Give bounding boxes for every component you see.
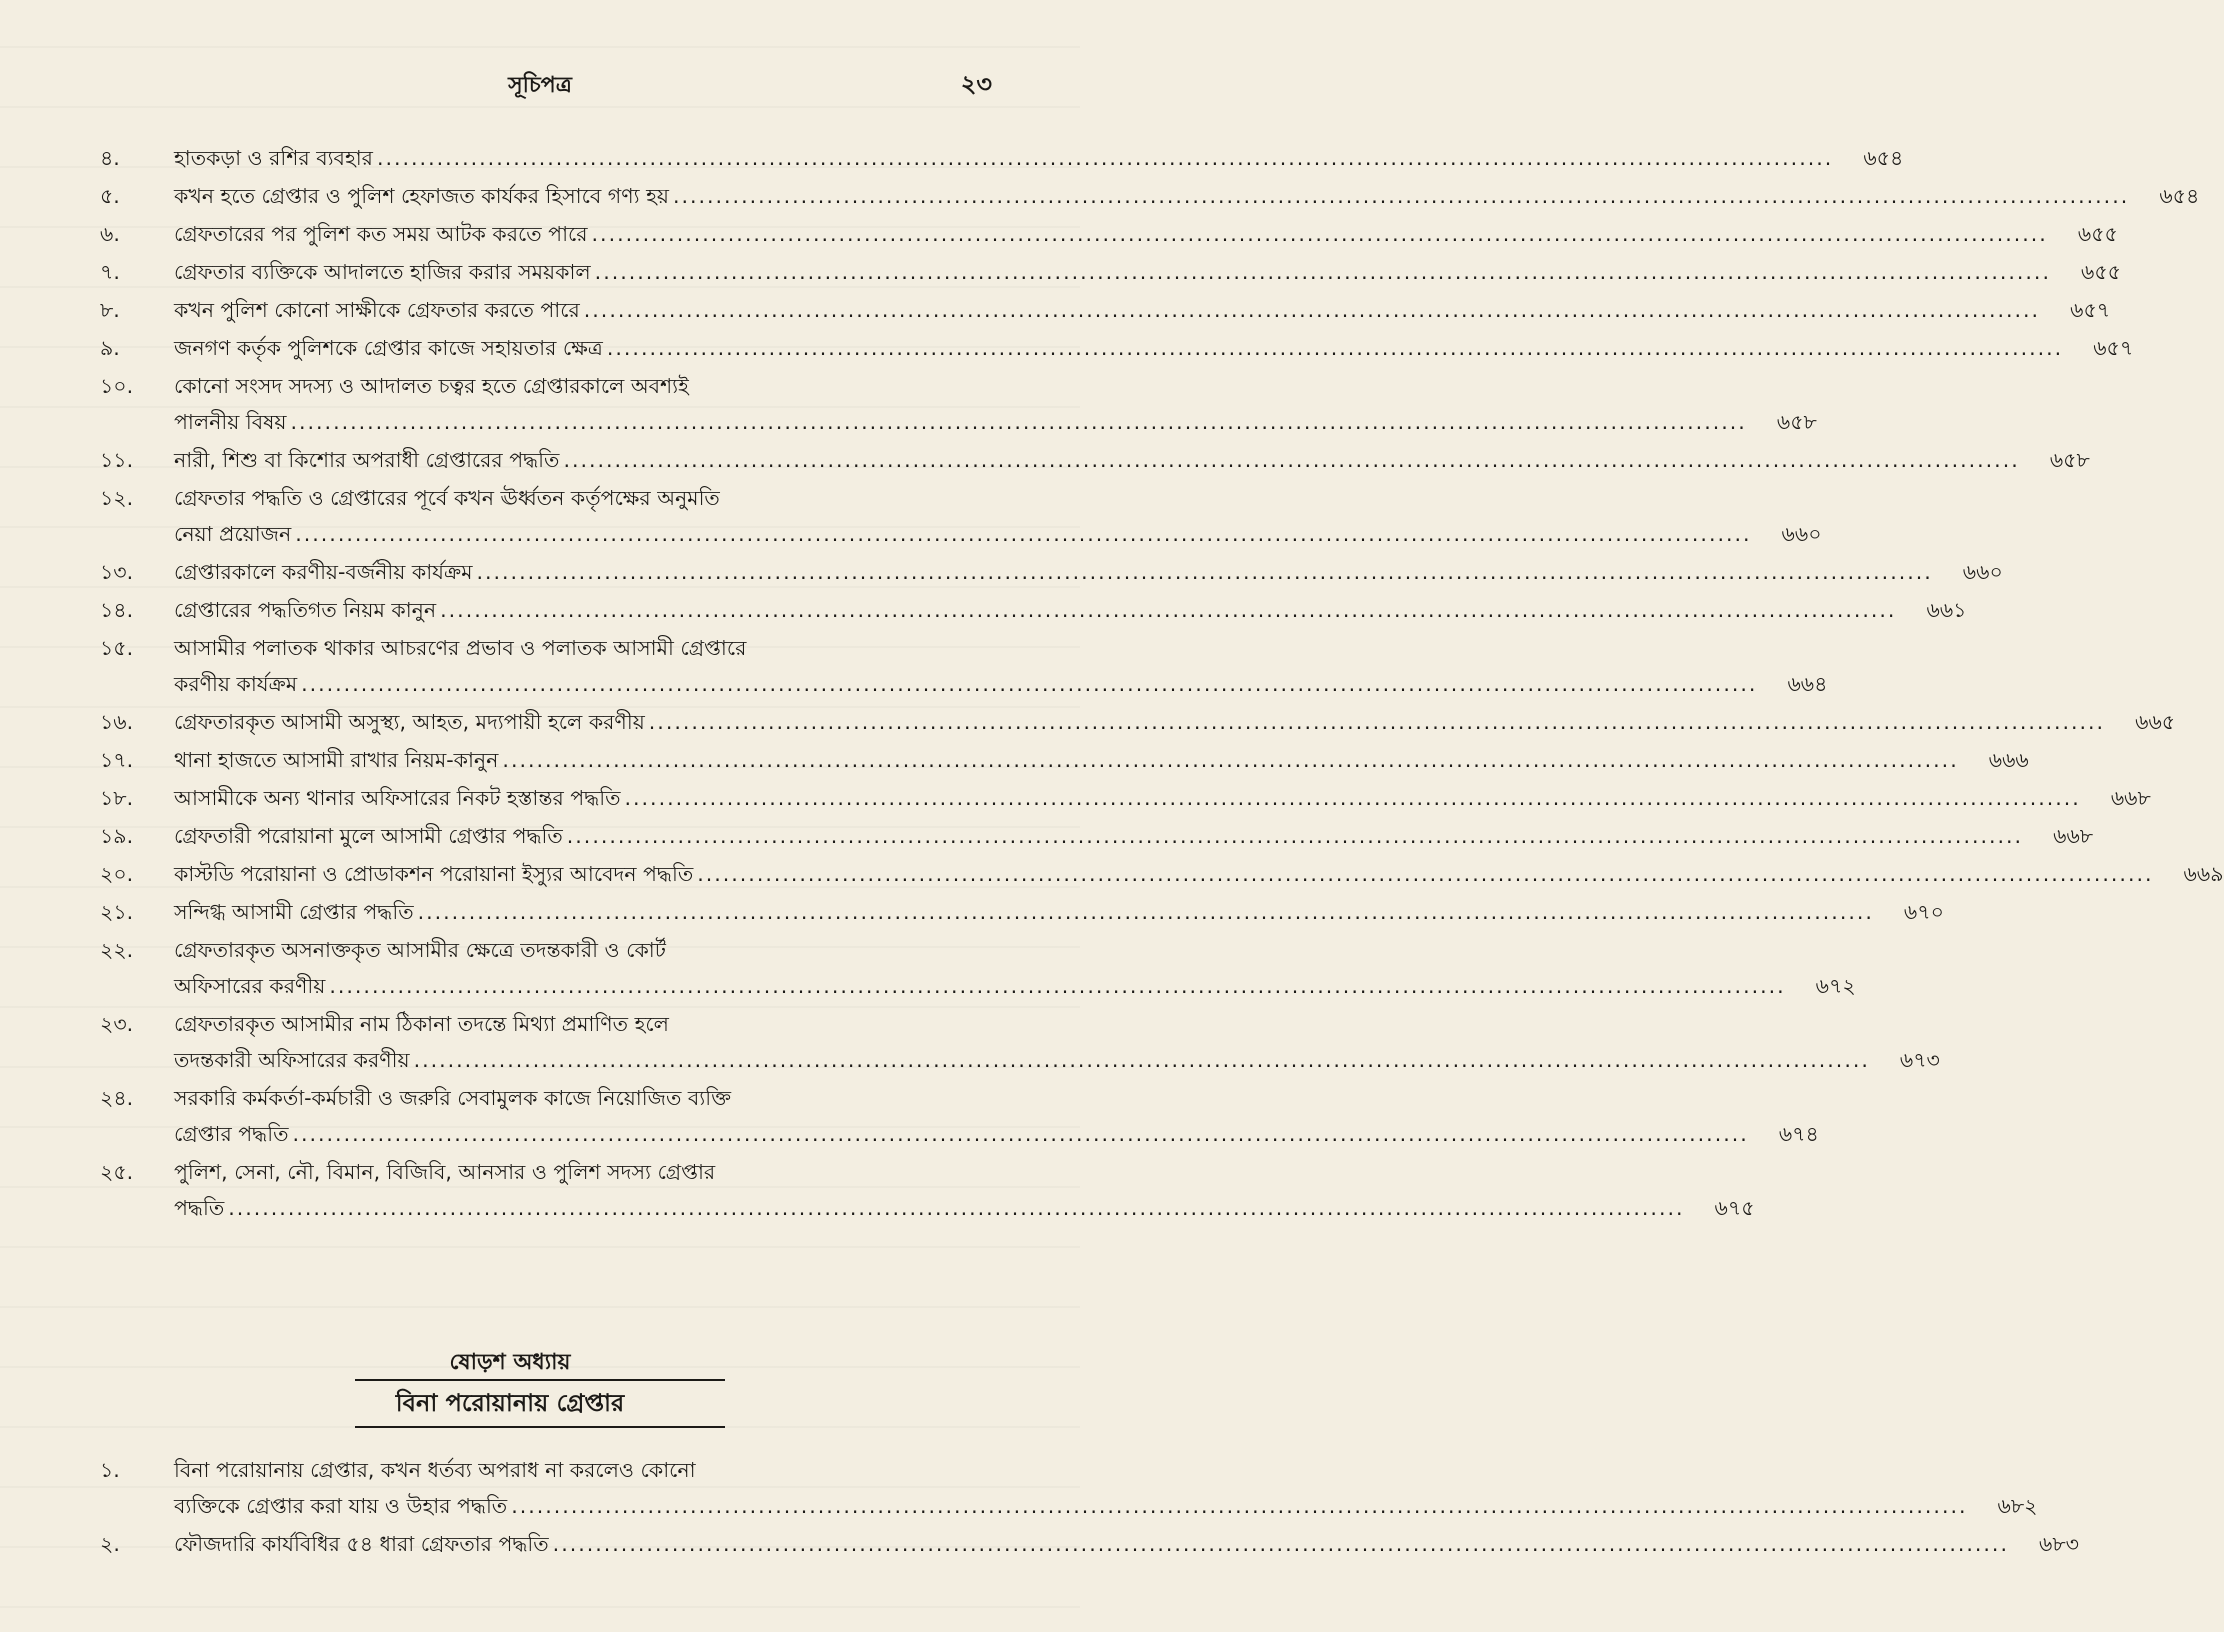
- entry-title-text: কখন পুলিশ কোনো সাক্ষীকে গ্রেফতার করতে পারে: [174, 298, 580, 322]
- entry-number: ১০.: [100, 374, 134, 398]
- entry-title-text: গ্রেফতারী পরোয়ানা মুলে আসামী গ্রেপ্তার পদ্ধতি: [174, 824, 563, 848]
- chapter-title-underline: [355, 1426, 725, 1428]
- entry-page-number: ৬৫৭: [2093, 336, 2134, 360]
- toc-entry: [100, 932, 1856, 1004]
- entry-number: ৫.: [100, 184, 120, 208]
- entry-title-text: কাস্টডি পরোয়ানা ও প্রোডাকশন পরোয়ানা ইস্যুর আবেদন পদ্ধতি: [174, 862, 694, 886]
- page-number: ২৩: [960, 70, 992, 98]
- chapter-divider: [355, 1379, 725, 1381]
- entry-title: [174, 856, 2154, 892]
- entry-title-line: [174, 1190, 1685, 1226]
- dot-leader: [414, 1042, 1870, 1078]
- entry-title: [174, 140, 1833, 176]
- entry-title: [174, 894, 1874, 930]
- entry-title-text: সন্দিগ্ধ আসামী গ্রেপ্তার পদ্ধতি: [174, 900, 414, 924]
- dot-leader: [228, 1190, 1684, 1226]
- entry-page-number: ৬৬৮: [2053, 824, 2094, 848]
- dot-leader: [377, 140, 1833, 176]
- entry-title: [174, 480, 1752, 552]
- toc-entry: [100, 818, 2094, 854]
- toc-entry: [100, 480, 1822, 552]
- entry-number: ১৮.: [100, 786, 134, 810]
- entry-number: ৭.: [100, 260, 120, 284]
- entry-title: [174, 292, 2040, 328]
- entry-page-number: ৬৫৮: [1776, 410, 1817, 434]
- entry-number: ২৩.: [100, 1012, 134, 1036]
- entry-title-text: নেয়া প্রয়োজন: [174, 522, 292, 546]
- toc-entry: [100, 368, 1817, 440]
- dot-leader: [595, 254, 2051, 290]
- entry-page-number: ৬৭৪: [1778, 1122, 1819, 1146]
- toc-entry: [100, 442, 2090, 478]
- entry-title-line: [174, 516, 1752, 552]
- entry-title-line: [174, 554, 1933, 590]
- entry-title: [174, 932, 1786, 1004]
- toc-entry: [100, 1006, 1940, 1078]
- entry-title-text: আসামীর পলাতক থাকার আচরণের প্রভাব ও পলাতক আসামী গ্রেপ্তারে: [174, 636, 747, 660]
- entry-title-text: গ্রেফতারকৃত অসনাক্তকৃত আসামীর ক্ষেত্রে তদন্তকারী ও কোর্ট: [174, 938, 666, 962]
- entry-page-number: ৬৬৫: [2135, 710, 2176, 734]
- entry-title-text: আসামীকে অন্য থানার অফিসারের নিকট হস্তান্তর পদ্ধতি: [174, 786, 621, 810]
- entry-number: ২০.: [100, 862, 134, 886]
- entry-title-line: [174, 254, 2051, 290]
- entry-title-line: [174, 178, 2129, 214]
- entry-title-text: গ্রেফতারের পর পুলিশ কত সময় আটক করতে পারে: [174, 222, 588, 246]
- entry-title-text: গ্রেপ্তারের পদ্ধতিগত নিয়ম কানুন: [174, 598, 437, 622]
- dot-leader: [563, 442, 2019, 478]
- toc-entry: [100, 1452, 2038, 1524]
- entry-title: [174, 1526, 2009, 1562]
- dot-leader: [329, 968, 1785, 1004]
- chapter-title: বিনা পরোয়ানায় গ্রেপ্তার: [395, 1389, 625, 1417]
- entry-number: ১৭.: [100, 748, 134, 772]
- entry-number: ১.: [100, 1458, 120, 1482]
- dot-leader: [502, 742, 1958, 778]
- entry-title-line: [174, 1452, 1968, 1488]
- entry-title-text: জনগণ কর্তৃক পুলিশকে গ্রেপ্তার কাজে সহায়তার ক্ষেত্র: [174, 336, 603, 360]
- entry-number: ১১.: [100, 448, 134, 472]
- entry-title-line: [174, 1526, 2009, 1562]
- entry-page-number: ৬৫৫: [2077, 222, 2118, 246]
- entry-title: [174, 216, 2048, 252]
- entry-page-number: ৬৬৪: [1787, 672, 1828, 696]
- entry-title: [174, 1154, 1685, 1226]
- entry-title-text: থানা হাজতে আসামী রাখার নিয়ম-কানুন: [174, 748, 499, 772]
- entry-page-number: ৬৬০: [1962, 560, 2003, 584]
- entry-title: [174, 1452, 1968, 1524]
- entry-title-text: গ্রেপ্তারকালে করণীয়-বর্জনীয় কার্যক্রম: [174, 560, 473, 584]
- entry-title-line: [174, 140, 1833, 176]
- entry-title-text: বিনা পরোয়ানায় গ্রেপ্তার, কখন ধর্তব্য অপরাধ না করলেও কোনো: [174, 1458, 696, 1482]
- entry-title-line: [174, 968, 1786, 1004]
- entry-title: [174, 704, 2105, 740]
- entry-page-number: ৬৭৩: [1899, 1048, 1940, 1072]
- entry-page-number: ৬৫৭: [2070, 298, 2111, 322]
- entry-number: ১৯.: [100, 824, 134, 848]
- entry-page-number: ৬৮৩: [2039, 1532, 2079, 1556]
- entry-title-text: গ্রেফতারকৃত আসামীর নাম ঠিকানা তদন্তে মিথ্যা প্রমাণিত হলে: [174, 1012, 669, 1036]
- entry-number: ২.: [100, 1532, 120, 1556]
- toc-entry: [100, 330, 2134, 366]
- entry-title: [174, 1006, 1870, 1078]
- entry-number: ৯.: [100, 336, 120, 360]
- entry-number: ৮.: [100, 298, 120, 322]
- entry-title: [174, 592, 1896, 628]
- entry-title-text: নারী, শিশু বা কিশোর অপরাধী গ্রেপ্তারের পদ্ধতি: [174, 448, 560, 472]
- toc-entry: [100, 1526, 2079, 1562]
- toc-entry: [100, 742, 2029, 778]
- toc-entry: [100, 704, 2176, 740]
- toc-entry: [100, 856, 2224, 892]
- entry-title-text: করণীয় কার্যক্রম: [174, 672, 298, 696]
- entry-number: ২৫.: [100, 1160, 134, 1184]
- dot-leader: [584, 292, 2040, 328]
- entry-title: [174, 630, 1757, 702]
- entry-page-number: ৬৭৫: [1714, 1196, 1755, 1220]
- entry-title-line: [174, 932, 1786, 968]
- entry-page-number: ৬৬১: [1926, 598, 1967, 622]
- toc-entry: [100, 254, 2121, 290]
- toc-entry: [100, 292, 2111, 328]
- entry-title: [174, 780, 2081, 816]
- entry-title-text: কোনো সংসদ সদস্য ও আদালত চত্বর হতে গ্রেপ্তারকালে অবশ্যই: [174, 374, 689, 398]
- entry-page-number: ৬৬৮: [2110, 786, 2151, 810]
- dot-leader: [649, 704, 2105, 740]
- entry-title-line: [174, 368, 1747, 404]
- entry-title-text: তদন্তকারী অফিসারের করণীয়: [174, 1048, 410, 1072]
- entry-title-text: অফিসারের করণীয়: [174, 974, 326, 998]
- entry-page-number: ৬৫৫: [2081, 260, 2121, 284]
- entry-title-line: [174, 330, 2063, 366]
- entry-number: ১৫.: [100, 636, 134, 660]
- chapter-number: ষোড়শ অধ্যায়: [449, 1350, 571, 1375]
- entry-page-number: ৬৮২: [1997, 1494, 2038, 1518]
- entry-title-line: [174, 818, 2023, 854]
- toc-entry: [100, 1154, 1755, 1226]
- entry-page-number: ৬৬০: [1781, 522, 1822, 546]
- entry-title: [174, 742, 1959, 778]
- entry-number: ২৪.: [100, 1086, 134, 1110]
- entry-title-line: [174, 1116, 1749, 1152]
- toc-entry: [100, 140, 1904, 176]
- entry-title-text: গ্রেফতার পদ্ধতি ও গ্রেপ্তারের পূর্বে কখন ঊর্ধ্বতন কর্তৃপক্ষের অনুমতি: [174, 486, 720, 510]
- entry-page-number: ৬৬৯: [2183, 862, 2224, 886]
- dot-leader: [697, 856, 2153, 892]
- dot-leader: [295, 516, 1751, 552]
- toc-entry: [100, 1080, 1819, 1152]
- entry-page-number: ৬৫৪: [1863, 146, 1904, 170]
- entry-title-text: পদ্ধতি: [174, 1196, 225, 1220]
- dot-leader: [418, 894, 1874, 930]
- dot-leader: [607, 330, 2063, 366]
- dot-leader: [592, 216, 2048, 252]
- entry-page-number: ৬৬৬: [1988, 748, 2029, 772]
- entry-page-number: ৬৭০: [1903, 900, 1944, 924]
- entry-number: ১২.: [100, 486, 134, 510]
- dot-leader: [511, 1488, 1967, 1524]
- entry-number: ৬.: [100, 222, 120, 246]
- entry-title-text: গ্রেফতারকৃত আসামী অসুস্থ্য, আহত, মদ্যপায়ী হলে করণীয়: [174, 710, 645, 734]
- entry-title-line: [174, 856, 2154, 892]
- toc-entry: [100, 216, 2118, 252]
- entry-title-line: [174, 894, 1874, 930]
- entry-title: [174, 330, 2063, 366]
- entry-number: ১৪.: [100, 598, 134, 622]
- entry-title-line: [174, 666, 1757, 702]
- entry-title-line: [174, 780, 2081, 816]
- entry-title-text: কখন হতে গ্রেপ্তার ও পুলিশ হেফাজত কার্যকর হিসাবে গণ্য হয়: [174, 184, 669, 208]
- entry-title: [174, 1080, 1749, 1152]
- toc-entry: [100, 630, 1828, 702]
- entry-number: ২১.: [100, 900, 134, 924]
- toc-entry: [100, 780, 2151, 816]
- entry-title-line: [174, 442, 2020, 478]
- entry-title-text: পালনীয় বিষয়: [174, 410, 287, 434]
- entry-number: ১৬.: [100, 710, 134, 734]
- entry-title-line: [174, 480, 1752, 516]
- entry-title-text: সরকারি কর্মকর্তা-কর্মচারী ও জরুরি সেবামুলক কাজে নিয়োজিত ব্যক্তি: [174, 1086, 731, 1110]
- entry-title-line: [174, 292, 2040, 328]
- entry-number: ২২.: [100, 938, 134, 962]
- entry-page-number: ৬৫৪: [2159, 184, 2200, 208]
- entry-number: ৪.: [100, 146, 120, 170]
- dot-leader: [673, 178, 2129, 214]
- entry-title: [174, 254, 2051, 290]
- dot-leader: [476, 554, 1932, 590]
- running-title: সূচিপত্র: [508, 73, 572, 98]
- entry-title-text: গ্রেপ্তার পদ্ধতি: [174, 1122, 289, 1146]
- dot-leader: [440, 592, 1896, 628]
- entry-title-line: [174, 704, 2105, 740]
- dot-leader: [301, 666, 1757, 702]
- entry-page-number: ৬৭২: [1815, 974, 1856, 998]
- entry-title-line: [174, 216, 2048, 252]
- toc-entry: [100, 554, 2003, 590]
- entry-title-text: ফৌজদারি কার্যবিধির ৫৪ ধারা গ্রেফতার পদ্ধতি: [174, 1532, 549, 1556]
- entry-title-line: [174, 630, 1757, 666]
- entry-title: [174, 554, 1933, 590]
- entry-title-line: [174, 404, 1747, 440]
- entry-title-line: [174, 1488, 1968, 1524]
- toc-entry: [100, 178, 2200, 214]
- entry-title-line: [174, 1080, 1749, 1116]
- entry-title: [174, 818, 2023, 854]
- dot-leader: [567, 818, 2023, 854]
- entry-title-text: ব্যক্তিকে গ্রেপ্তার করা যায় ও উহার পদ্ধতি: [174, 1494, 508, 1518]
- entry-title-line: [174, 1042, 1870, 1078]
- entry-title-line: [174, 1154, 1685, 1190]
- dot-leader: [292, 1116, 1748, 1152]
- entry-title: [174, 368, 1747, 440]
- dot-leader: [553, 1526, 2009, 1562]
- entry-title-line: [174, 742, 1959, 778]
- entry-page-number: ৬৫৮: [2049, 448, 2090, 472]
- dot-leader: [625, 780, 2081, 816]
- entry-title-line: [174, 592, 1896, 628]
- table-of-contents: [100, 140, 2224, 1228]
- entry-title-text: গ্রেফতার ব্যক্তিকে আদালতে হাজির করার সময়কাল: [174, 260, 591, 284]
- entry-title-line: [174, 1006, 1870, 1042]
- toc-entry: [100, 894, 1944, 930]
- table-of-contents-chapter-16: [100, 1452, 2079, 1564]
- toc-entry: [100, 592, 1967, 628]
- entry-title: [174, 442, 2020, 478]
- entry-title-text: পুলিশ, সেনা, নৌ, বিমান, বিজিবি, আনসার ও পুলিশ সদস্য গ্রেপ্তার: [174, 1160, 716, 1184]
- entry-number: ১৩.: [100, 560, 134, 584]
- entry-title: [174, 178, 2129, 214]
- dot-leader: [290, 404, 1746, 440]
- entry-title-text: হাতকড়া ও রশির ব্যবহার: [174, 146, 373, 170]
